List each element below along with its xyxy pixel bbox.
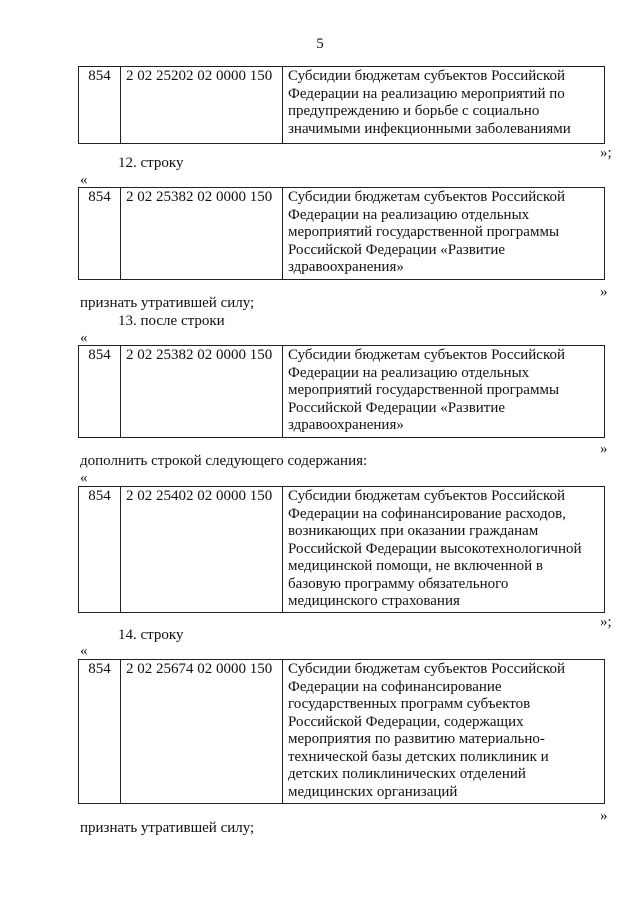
closing-quote: »; — [600, 614, 612, 630]
kbk-code-cell: 2 02 25382 02 0000 150 — [121, 188, 283, 280]
closing-quote: » — [600, 808, 608, 824]
budget-row-25382-after — [78, 345, 605, 438]
description-line: предупреждению и борьбе с социально — [288, 103, 540, 119]
item-12-heading: 12. строку — [118, 155, 184, 171]
add-row-text: дополнить строкой следующего содержания: — [80, 453, 368, 469]
opening-quote: « — [80, 470, 88, 486]
description-line: Субсидии бюджетам субъектов Российской — [288, 488, 565, 504]
repeal-text: признать утратившей силу; — [80, 295, 255, 311]
description-line: детских поликлинических отделений — [288, 766, 526, 782]
description-line: медицинского страхования — [288, 593, 460, 609]
description-cell — [283, 346, 605, 438]
description-cell — [283, 188, 605, 280]
description-cell — [283, 67, 605, 144]
kbk-code-cell: 2 02 25382 02 0000 150 — [121, 346, 283, 438]
budget-row-25202 — [78, 66, 605, 144]
description-line: Федерации на софинансирование расходов, — [288, 505, 566, 522]
page-number: 5 — [316, 36, 324, 52]
repeal-text: признать утратившей силу; — [80, 820, 255, 836]
description-line: Субсидии бюджетам субъектов Российской — [288, 347, 565, 363]
description-line: Субсидии бюджетам субъектов Российской — [288, 189, 565, 205]
description-line: Российской Федерации «Развитие — [288, 399, 506, 416]
item-14-heading: 14. строку — [118, 627, 184, 643]
admin-code-cell: 854 — [79, 188, 121, 280]
description-line: Федерации на реализацию отдельных — [288, 206, 530, 223]
item-13-heading: 13. после строки — [118, 313, 225, 329]
description-line: здравоохранения» — [288, 417, 404, 433]
admin-code-cell: 854 — [79, 660, 121, 804]
closing-quote: »; — [600, 145, 612, 161]
description-line: Российской Федерации «Развитие — [288, 241, 506, 258]
opening-quote: « — [80, 172, 88, 188]
closing-quote: » — [600, 441, 608, 457]
closing-quote: » — [600, 284, 608, 300]
admin-code-cell: 854 — [79, 346, 121, 438]
opening-quote: « — [80, 330, 88, 346]
kbk-code-cell: 2 02 25202 02 0000 150 — [121, 67, 283, 144]
description-line: здравоохранения» — [288, 259, 404, 275]
opening-quote: « — [80, 643, 88, 659]
description-line: Федерации на софинансирование — [288, 678, 502, 695]
description-line: значимыми инфекционными заболеваниями — [288, 120, 571, 137]
description-line: технической базы детских поликлиник и — [288, 748, 549, 765]
budget-row-25402 — [78, 486, 605, 613]
description-line: Российской Федерации высокотехнологичной — [288, 540, 582, 557]
description-line: возникающих при оказании гражданам — [288, 523, 539, 539]
description-line: мероприятий государственной программы — [288, 382, 560, 398]
description-cell — [283, 487, 605, 613]
kbk-code-cell: 2 02 25402 02 0000 150 — [121, 487, 283, 613]
description-line: Российской Федерации, содержащих — [288, 713, 524, 730]
description-line: Федерации на реализацию мероприятий по — [288, 85, 565, 102]
admin-code-cell: 854 — [79, 67, 121, 144]
description-line: мероприятия по развитию материально- — [288, 731, 545, 747]
description-line: Федерации на реализацию отдельных — [288, 364, 530, 381]
budget-row-25382 — [78, 187, 605, 280]
description-line: медицинской помощи, не включенной в — [288, 558, 544, 574]
description-line: Субсидии бюджетам субъектов Российской — [288, 661, 565, 677]
description-cell — [283, 660, 605, 804]
kbk-code-cell: 2 02 25674 02 0000 150 — [121, 660, 283, 804]
admin-code-cell: 854 — [79, 487, 121, 613]
description-line: Субсидии бюджетам субъектов Российской — [288, 68, 565, 84]
description-line: мероприятий государственной программы — [288, 224, 560, 240]
description-line: медицинских организаций — [288, 783, 458, 800]
description-line: базовую программу обязательного — [288, 575, 509, 592]
description-line: государственных программ субъектов — [288, 696, 531, 712]
budget-row-25674 — [78, 659, 605, 804]
